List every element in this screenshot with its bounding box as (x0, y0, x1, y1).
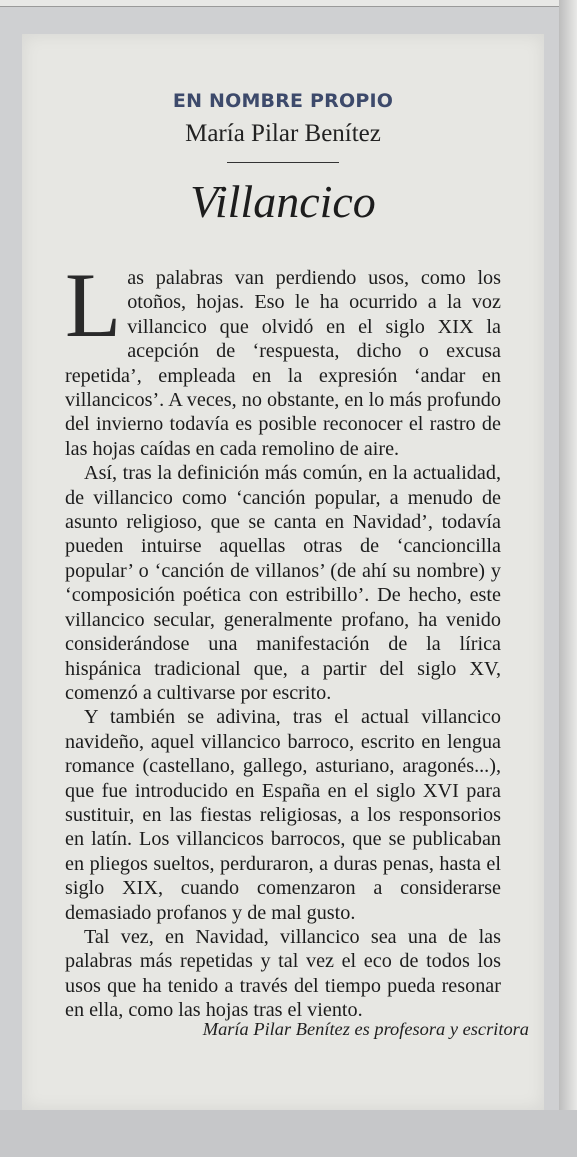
article-header (22, 90, 544, 228)
page-bottom-margin (0, 1110, 577, 1157)
page-edge-top (0, 0, 577, 7)
drop-cap: L (65, 254, 122, 356)
article-title: Villancico (190, 176, 376, 227)
section-label: EN NOMBRE PROPIO (172, 90, 394, 112)
author-signature: María Pilar Benítez es profesora y escritora (202, 1019, 529, 1039)
paragraph-3: Y también se adivina, tras el actual villancico navideño, aquel villancico barroco, escrito en lengua romance (castellano, gallego, asturiano, aragonés...), que fue introducido en España en el siglo XVI para sustituir, en las fiestas religiosas, a los responsorios en latín. Los villancicos barrocos, que se publicaban en pliegos sueltos, perduraron, a duras penas, hasta el siglo XIX, cuando comenzaron a considerarse demasiado profanos y de mal gusto. (65, 706, 501, 924)
author-name: María Pilar Benítez (185, 120, 381, 147)
paragraph-1 (65, 254, 501, 461)
header-divider (227, 162, 339, 163)
article-column (22, 34, 544, 1110)
paragraph-2: Así, tras la definición más común, en la actualidad, de villancico como ‘canción popular, a menudo de asunto religioso, que se canta en Navidad’, todavía pueden intuirse aquellas otras de ‘cancioncilla popular’ o ‘canción de villanos’ (de ahí su nombre) y ‘composición poética con estribillo’. De hecho, este villancico secular, generalmente profano, ha venido considerándose una manifestación de la lírica hispánica tradicional que, a partir del siglo XV, comenzó a cultivarse por escrito. (65, 462, 501, 704)
article-body (65, 254, 501, 1023)
paragraph-4: Tal vez, en Navidad, villancico sea una de las palabras más repetidas y tal vez el eco de todos los usos que ha tenido a través del tiempo pueda resonar en ella, como las hojas tras el viento. (65, 925, 501, 1022)
paragraph-1-text: as palabras van perdiendo usos, como los otoños, hojas. Eso le ha ocurrido a la voz villancico que olvidó en el siglo XIX la acepción de ‘respuesta, dicho o excusa repetida’, empleada en la expresión ‘andar en villancicos’. A veces, no obstante, en lo más profundo del invierno todavía es posible reconocer el rastro de las hojas caídas en cada remolino de aire. (65, 267, 501, 460)
page-edge-right (559, 0, 577, 1157)
